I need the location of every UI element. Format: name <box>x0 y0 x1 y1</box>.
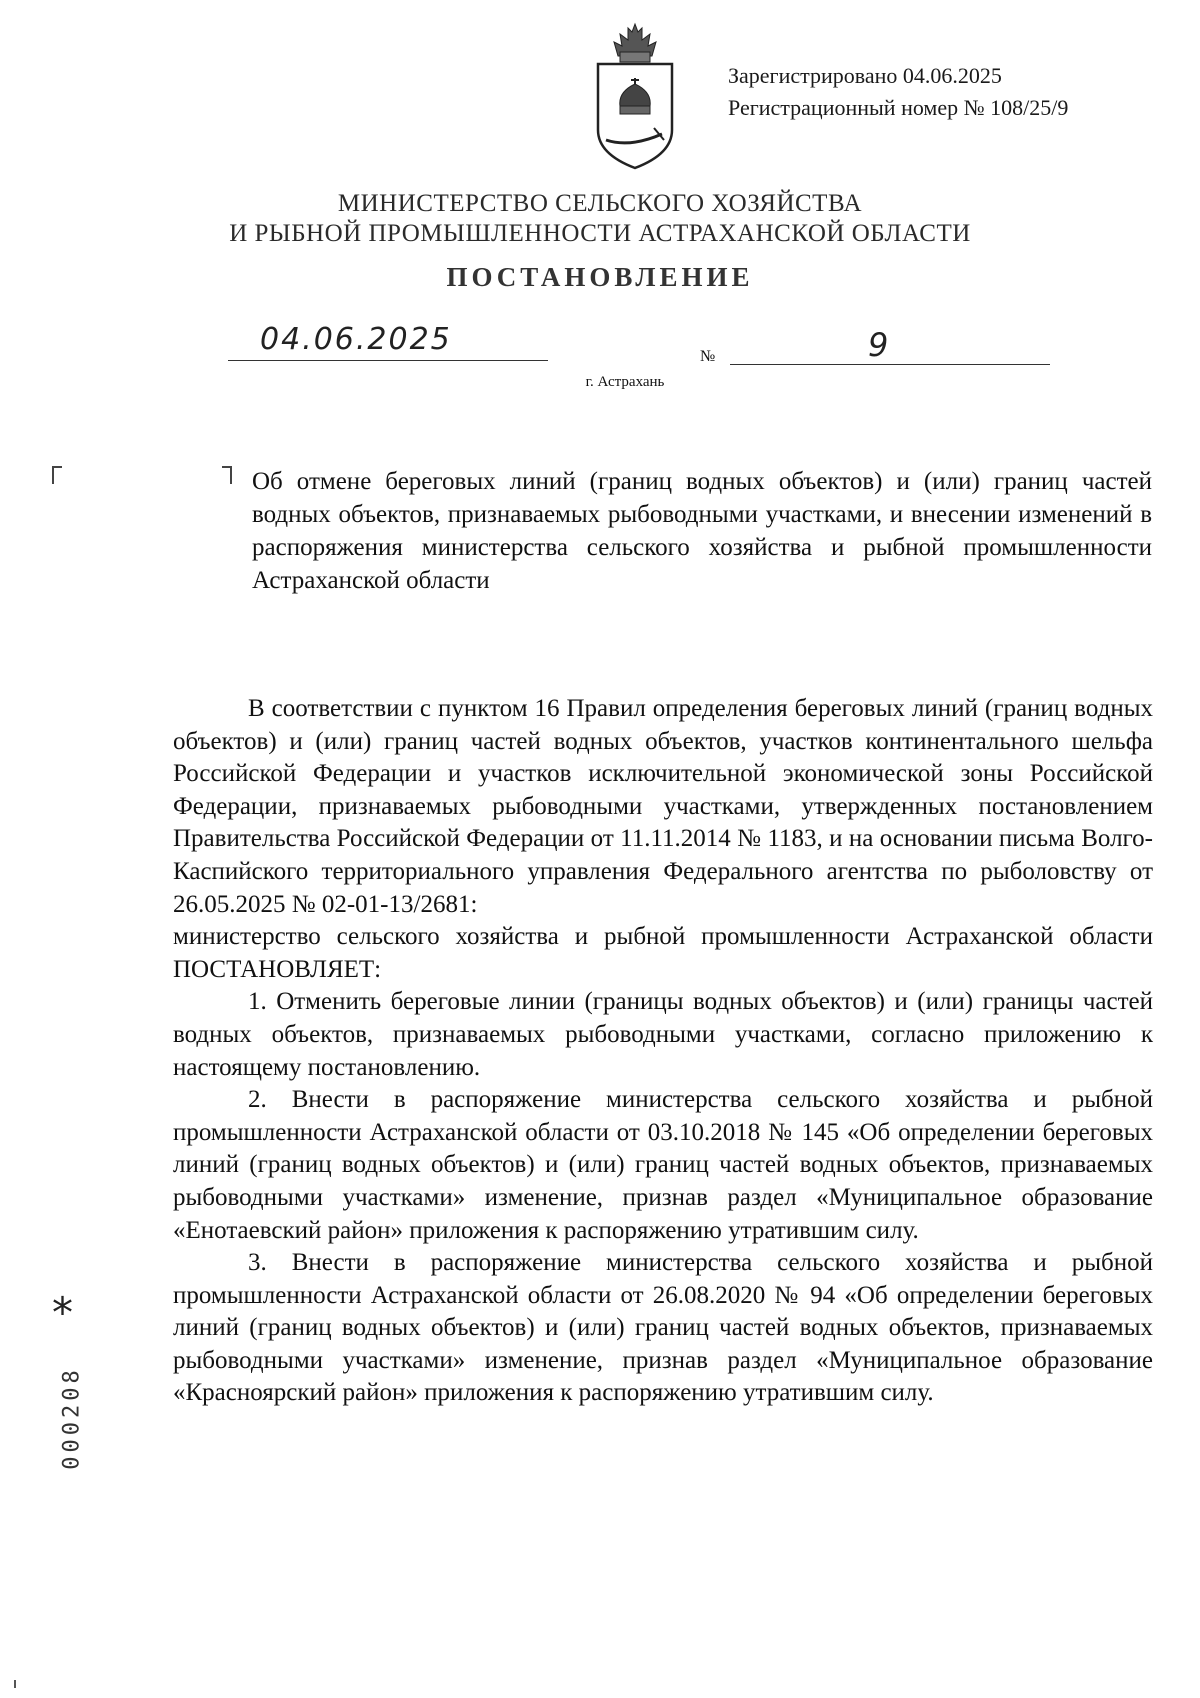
margin-corner-mark <box>52 466 62 484</box>
edge-mark <box>14 1680 16 1688</box>
registration-stamp <box>728 60 1068 124</box>
registration-number: Регистрационный номер № 108/25/9 <box>728 95 1069 120</box>
org-name-line1: МИНИСТЕРСТВО СЕЛЬСКОГО ХОЗЯЙСТВА <box>337 190 863 217</box>
registration-date: Зарегистрировано 04.06.2025 <box>728 63 1002 88</box>
document-body <box>173 693 1153 1410</box>
preamble-paragraph: В соответствии с пунктом 16 Правил определения береговых линий (границ водных объектов) и (или) границ частей водных объектов, участков континентального шельфа Российской Федерации и участков исключительной экономической зоны Российской Федерации, признаваемых рыбоводными участками, утвержденных постановлением Правительства Российской Федерации от 11.11.2014 № 1183, и на основании письма Волго-Каспийского территориального управления Федерального агентства по рыболовству от 26.05.2025 № 02-01-13/2681: <box>173 695 1153 918</box>
org-name-line2: И РЫБНОЙ ПРОМЫШЛЕННОСТИ АСТРАХАНСКОЙ ОБЛАСТИ <box>229 220 971 247</box>
item-1-paragraph: 1. Отменить береговые линии (границы водных объектов) и (или) границы частей водных объектов, признаваемых рыбоводными участками, согласно приложению к настоящему постановлению. <box>173 988 1153 1081</box>
item-2-paragraph: 2. Внести в распоряжение министерства сельского хозяйства и рыбной промышленности Астраханской области от 03.10.2018 № 145 «Об определении береговых линий (границ водных объектов) и (или) границ частей водных объектов, признаваемых рыбоводными участками» изменение, признав раздел «Муниципальное образование «Енотаевский район» приложения к распоряжению утратившим силу. <box>173 1086 1153 1244</box>
title-corner-mark <box>222 466 232 484</box>
margin-serial-number: 000208 <box>59 1366 85 1470</box>
city-name: г. Астрахань <box>585 374 665 390</box>
document-type-title: ПОСТАНОВЛЕНИЕ <box>446 262 754 292</box>
item-3-paragraph: 3. Внести в распоряжение министерства сельского хозяйства и рыбной промышленности Астраханской области от 26.08.2020 № 94 «Об определении береговых линий (границ водных объектов) и (или) границ частей водных объектов, признаваемых рыбоводными участками» изменение, признав раздел «Муниципальное образование «Красноярский район» приложения к распоряжению утратившим силу. <box>173 1249 1153 1407</box>
number-underline <box>730 364 1050 365</box>
date-underline <box>228 360 548 361</box>
document-subject: Об отмене береговых линий (границ водных объектов) и (или) границ частей водных объектов, признаваемых рыбоводными участками, и внесении изменений в распоряжения министерства сельского хозяйства и рыбной промышленности Астраханской области <box>252 468 1152 594</box>
number-label: № <box>700 348 716 365</box>
resolves-paragraph: министерство сельского хозяйства и рыбной промышленности Астраханской области ПОСТАНОВЛЯЕТ: <box>173 923 1153 983</box>
handwritten-date: 04.06.2025 <box>260 322 452 357</box>
coat-of-arms-icon <box>590 22 680 172</box>
handwritten-number: 9 <box>868 326 889 364</box>
margin-asterisk: * <box>52 1288 73 1337</box>
